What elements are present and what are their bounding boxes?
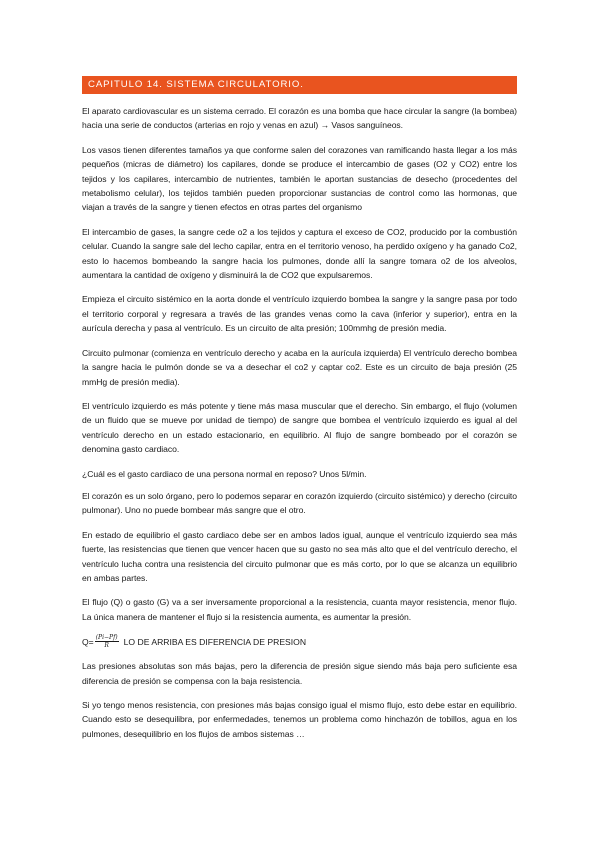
formula-numerator: (Pi−Pf)	[95, 634, 118, 642]
paragraph-7: ¿Cuál es el gasto cardiaco de una persona normal en reposo? Unos 5l/min.	[82, 468, 367, 479]
paragraph-6: El ventrículo izquierdo es más potente y tiene más masa muscular que el derecho. Sin embargo, el flujo (volumen de un fluido que se mueve por unidad de tiempo) de sangre que bombea el ventrículo izquierdo es igual al del ventrículo derecho en un estado estacionario, en equilibrio. Al flujo de sangre bombeado por el corazón se denomina gasto cardiaco.	[82, 400, 517, 455]
paragraph-3: El intercambio de gases, la sangre cede o2 a los tejidos y captura el exceso de CO2, producido por la combustión celular. Cuando la sangre sale del lecho capilar, entra en el territorio venoso, ha perdido oxígeno y ha ganado Co2, esto lo hacemos bombeando la sangre hacia los pulmones, donde allí la sangre tomara o2 de los alveolos, aumentara la cantidad de oxígeno y disminuirá la de CO2 que expulsaremos.	[82, 226, 517, 281]
formula-caption: LO DE ARRIBA ES DIFERENCIA DE PRESION	[123, 636, 307, 647]
paragraph-11: Las presiones absolutas son más bajas, pero la diferencia de presión sigue siendo más baja pero suficiente esa diferencia de presión se compensa con la baja resistencia.	[82, 661, 517, 686]
paragraph-9: En estado de equilibrio el gasto cardiaco debe ser en ambos lados igual, aunque el ventrículo izquierdo sea más fuerte, las resistencias que tienen que vencer hacen que su gasto no sea más alto que el del ventrículo derecho, el ventrículo lucha contra una resistencia del circuito pulmonar que es más corto, por lo que se alcanza un equilibrio en ambas partes.	[82, 529, 517, 583]
paragraph-8: El corazón es un solo órgano, pero lo podemos separar en corazón izquierdo (circuito sistémico) y derecho (circuito pulmonar). Uno no puede bombear más sangre que el otro.	[82, 490, 517, 516]
paragraph-12: Si yo tengo menos resistencia, con presiones más bajas consigo igual el mismo flujo, esto debe estar en equilibrio. Cuando esto se desequilibra, por enfermedades, tenemos un problema como hinchazón de tobillos, agua en los pulmones, desequilibrio en los flujos de ambos sistemas …	[82, 700, 517, 739]
paragraph-2: Los vasos tienen diferentes tamaños ya que conforme salen del corazones van ramificando hasta llegar a los más pequeños (micras de diámetro) los capilares, donde se produce el intercambio de gases (O2 y CO2) entre los tejidos y los capilares, intercambio de nutrientes, también le aportan sustancias de desecho (procedentes del metabolismo celular), los tejidos también pueden proporcionar sustancias de control como las hormonas, que viajan a través de la sangre y tienen efectos en otras partes del organismo	[82, 144, 517, 213]
paragraph-1: El aparato cardiovascular es un sistema cerrado. El corazón es una bomba que hace circular la sangre (la bombea) hacia una serie de conductos (arterias en rojo y venas en azul) → Vasos sanguíneos.	[82, 106, 517, 131]
flow-formula	[82, 634, 517, 649]
paragraph-5: Circuito pulmonar (comienza en ventrículo derecho y acaba en la aurícula izquierda) El ventrículo derecho bombea la sangre hacia le pulmón donde se va a desechar el co2 y captar co2. Este es un circuito de baja presión (25 mmHg de presión media).	[82, 347, 517, 387]
chapter-title-banner: CAPITULO 14. SISTEMA CIRCULATORIO.	[82, 76, 517, 94]
paragraph-10: El flujo (Q) o gasto (G) va a ser inversamente proporcional a la resistencia, cuanta mayor resistencia, menor flujo. La única manera de mantener el flujo si la resistencia aumenta, es aumentar la presión.	[82, 597, 517, 622]
formula-denominator: R	[104, 642, 109, 650]
formula-lhs: Q=	[82, 636, 94, 647]
paragraph-4: Empieza el circuito sistémico en la aorta donde el ventrículo izquierdo bombea la sangre y la sangre pasa por todo el territorio corporal y regresara a través de las grandes venas como la cava (inferior y superior), entra en la aurícula derecha y pasa al ventrículo. Es un circuito de alta presión; 100mmhg de presión media.	[82, 294, 517, 334]
formula-fraction	[95, 634, 119, 649]
